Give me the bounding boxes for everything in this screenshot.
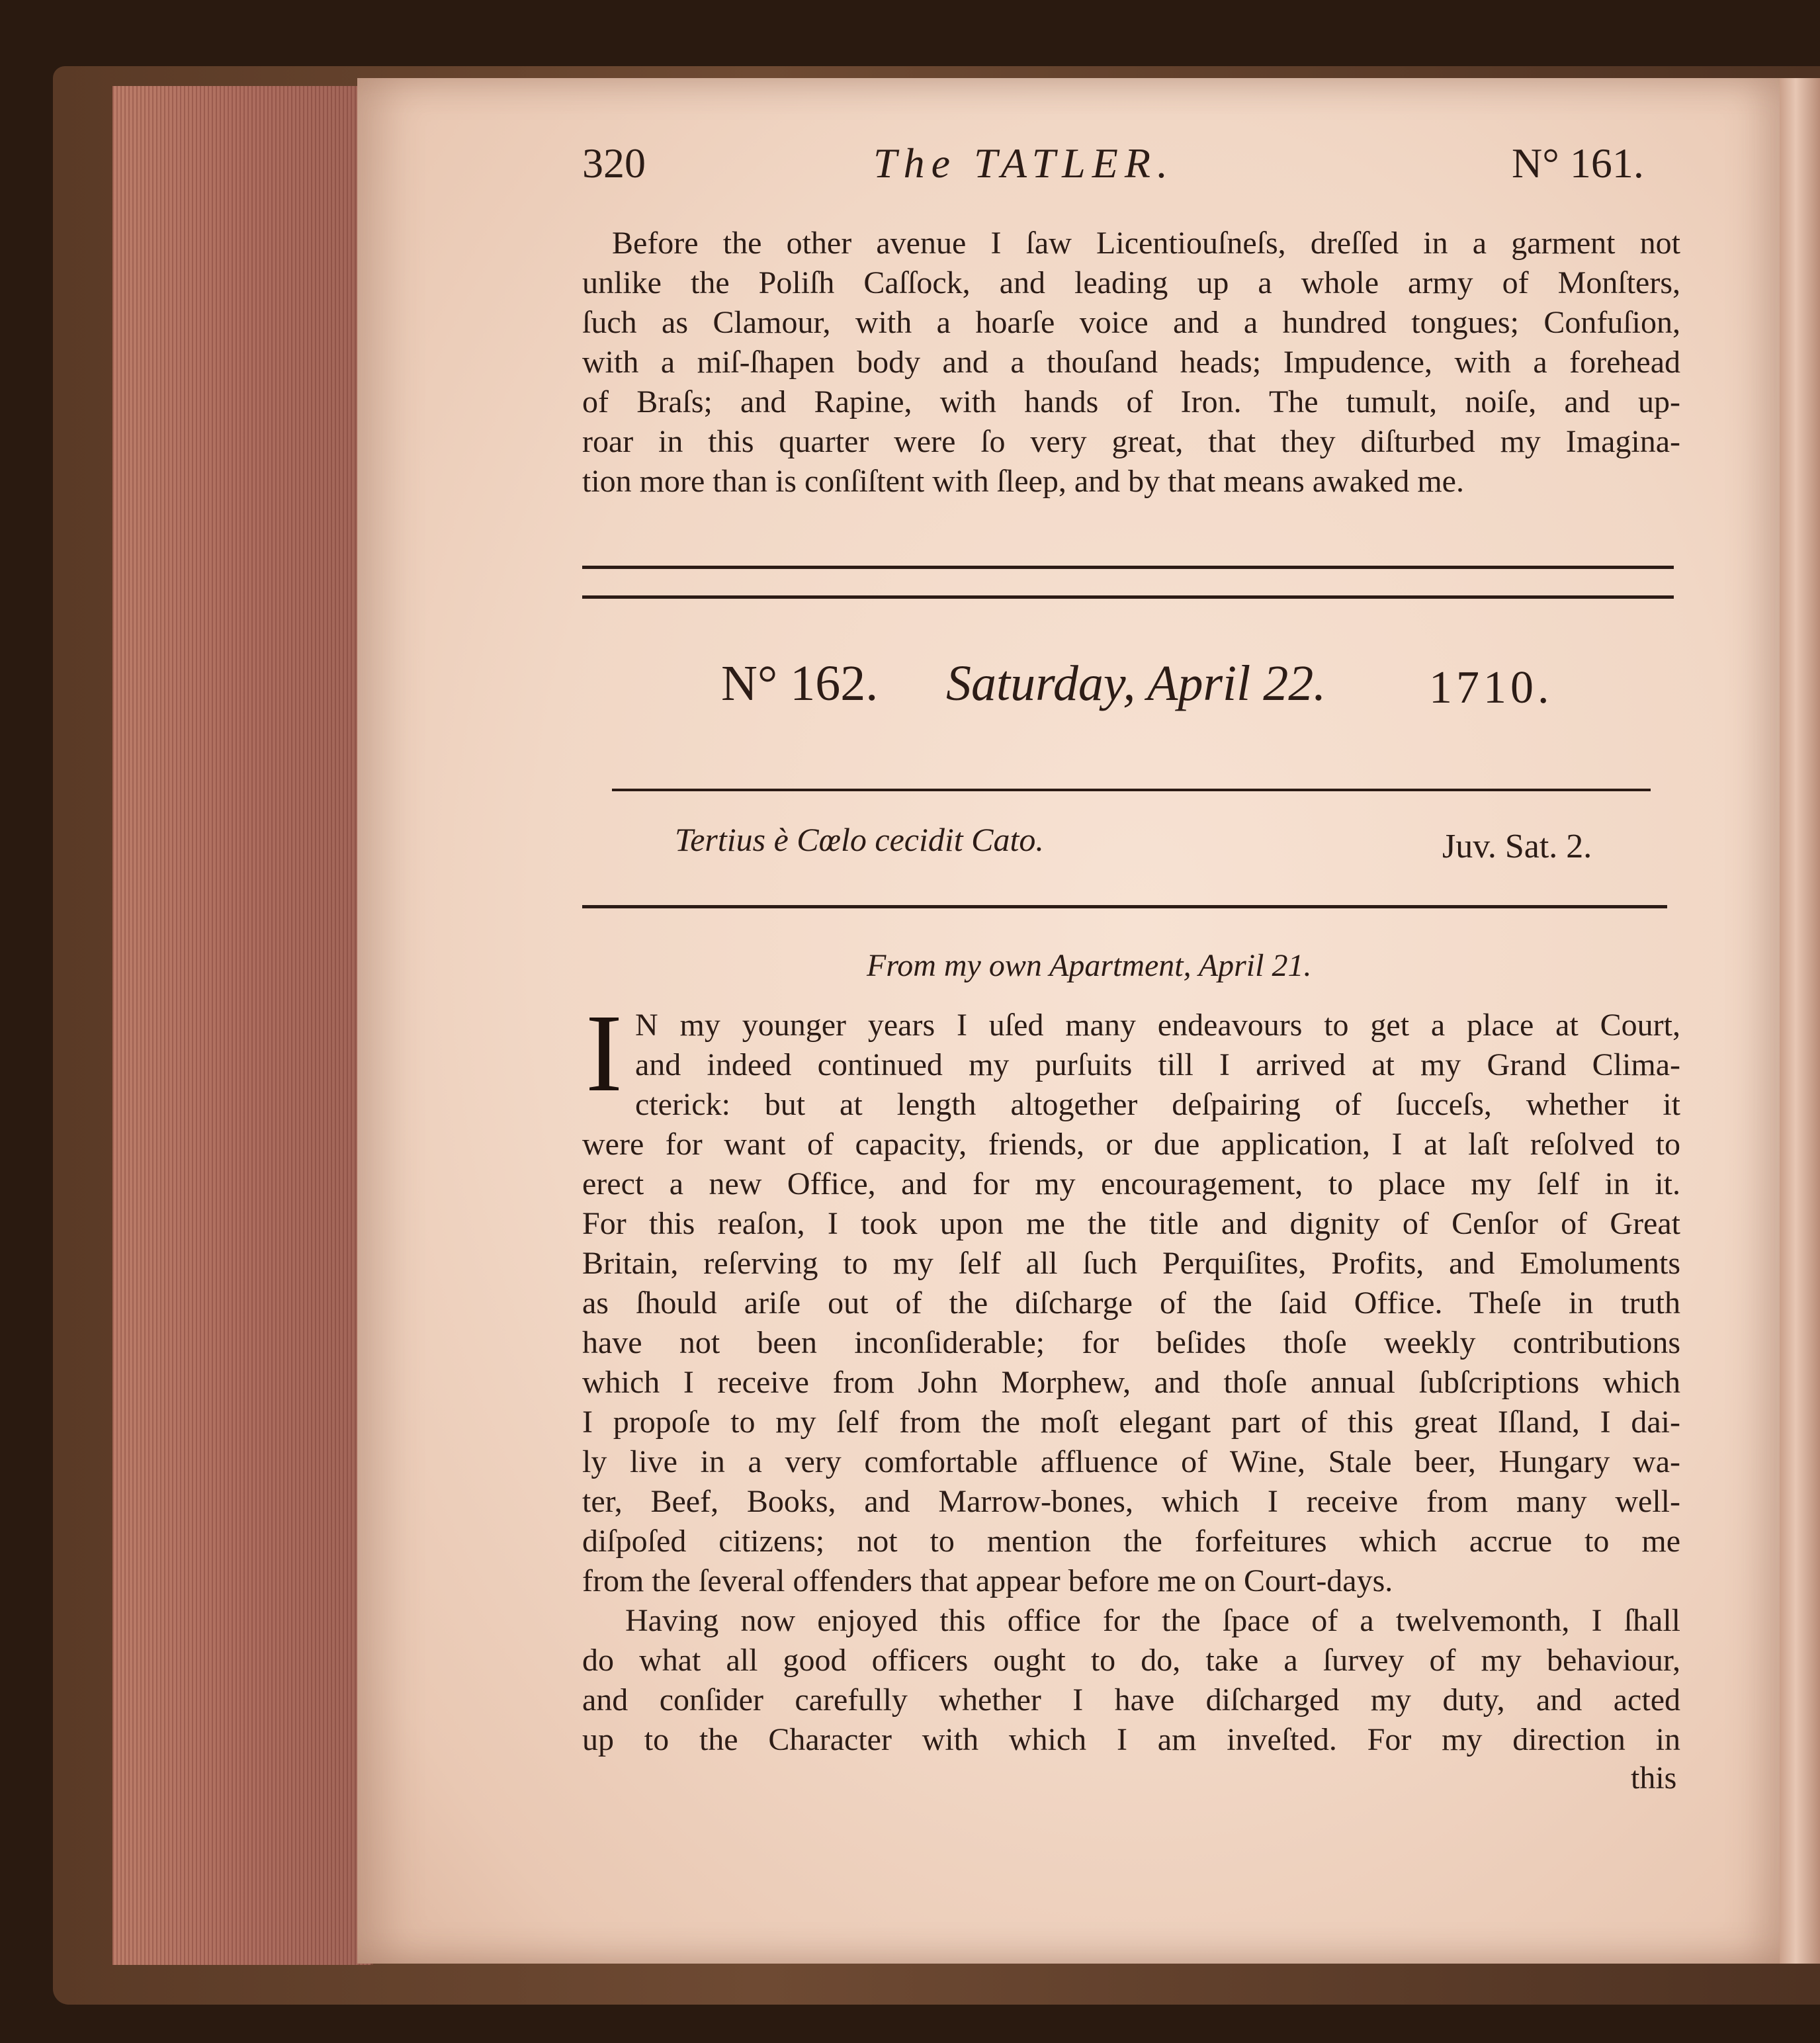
text-line: Britain, reſerving to my ſelf all ſuch Perquiſites, Profits, and Emoluments: [582, 1246, 1680, 1281]
drop-cap: I: [585, 992, 623, 1115]
text-line: cterick: but at length altogether deſpairing of ſucceſs, whether it: [635, 1087, 1680, 1122]
divider-rule: [582, 595, 1674, 599]
divider-rule: [612, 789, 1651, 791]
motto-quote: Tertius è Cœlo cecidit Cato.: [675, 821, 1044, 858]
text-line: up to the Character with which I am inveſted. For my direction in: [582, 1722, 1680, 1757]
issue-date: Saturday, April 22.: [946, 656, 1326, 711]
text-line: diſpoſed citizens; not to mention the forfeitures which accrue to me: [582, 1524, 1680, 1559]
text-line: which I receive from John Morphew, and thoſe annual ſubſcriptions which: [582, 1365, 1680, 1400]
issue-year: 1710.: [1429, 662, 1553, 713]
catchword: this: [1631, 1760, 1677, 1796]
text-line: of Braſs; and Rapine, with hands of Iron. The tumult, noiſe, and up-: [582, 384, 1680, 419]
text-line: unlike the Poliſh Caſſock, and leading up a whole army of Monſters,: [582, 265, 1680, 300]
motto-source: Juv. Sat. 2.: [1442, 828, 1592, 865]
issue-number: N° 162.: [721, 656, 879, 711]
text-line: do what all good officers ought to do, take a ſurvey of my behaviour,: [582, 1643, 1680, 1678]
text-line: as ſhould ariſe out of the diſcharge of the ſaid Office. Theſe in truth: [582, 1285, 1680, 1321]
text-line: Having now enjoyed this office for the ſpace of a twelvemonth, I ſhall: [625, 1603, 1680, 1638]
page-number: 320: [582, 140, 646, 187]
text-line: with a miſ-ſhapen body and a thouſand heads; Impudence, with a forehead: [582, 345, 1680, 380]
text-line: from the ſeveral offenders that appear before me on Court-days.: [582, 1563, 1393, 1598]
text-line: I propoſe to my ſelf from the moſt elegant part of this great Iſland, I dai-: [582, 1405, 1680, 1440]
text-line: and conſider carefully whether I have diſcharged my duty, and acted: [582, 1682, 1680, 1717]
text-line: erect a new Office, and for my encouragement, to place my ſelf in it.: [582, 1166, 1680, 1201]
divider-rule: [582, 905, 1667, 908]
text-line: have not been inconſiderable; for beſides thoſe weekly contributions: [582, 1325, 1680, 1360]
text-line: were for want of capacity, friends, or due application, I at laſt reſolved to: [582, 1127, 1680, 1162]
divider-rule: [582, 566, 1674, 569]
text-line: and indeed continued my purſuits till I arrived at my Grand Clima-: [635, 1047, 1680, 1082]
previous-issue-number: N° 161.: [1512, 140, 1644, 187]
text-line: N my younger years I uſed many endeavours to get a place at Court,: [635, 1008, 1680, 1043]
text-line: tion more than is conſiſtent with ſleep, and by that means awaked me.: [582, 464, 1464, 499]
text-line: ly live in a very comfortable affluence of Wine, Stale beer, Hungary wa-: [582, 1444, 1680, 1479]
page-edges: [112, 86, 373, 1965]
text-line: roar in this quarter were ſo very great, that they diſturbed my Imagina-: [582, 424, 1680, 459]
text-line: ſuch as Clamour, with a hoarſe voice and a hundred tongues; Confuſion,: [582, 305, 1680, 340]
text-line: ter, Beef, Books, and Marrow-bones, which I receive from many well-: [582, 1484, 1680, 1519]
dateline: From my own Apartment, April 21.: [867, 948, 1312, 983]
facing-page-gutter: [1780, 78, 1820, 1964]
text-line: For this reaſon, I took upon me the title and dignity of Cenſor of Great: [582, 1206, 1680, 1241]
text-line: Before the other avenue I ſaw Licentiouſneſs, dreſſed in a garment not: [612, 226, 1680, 261]
running-title: The TATLER.: [873, 140, 1174, 187]
